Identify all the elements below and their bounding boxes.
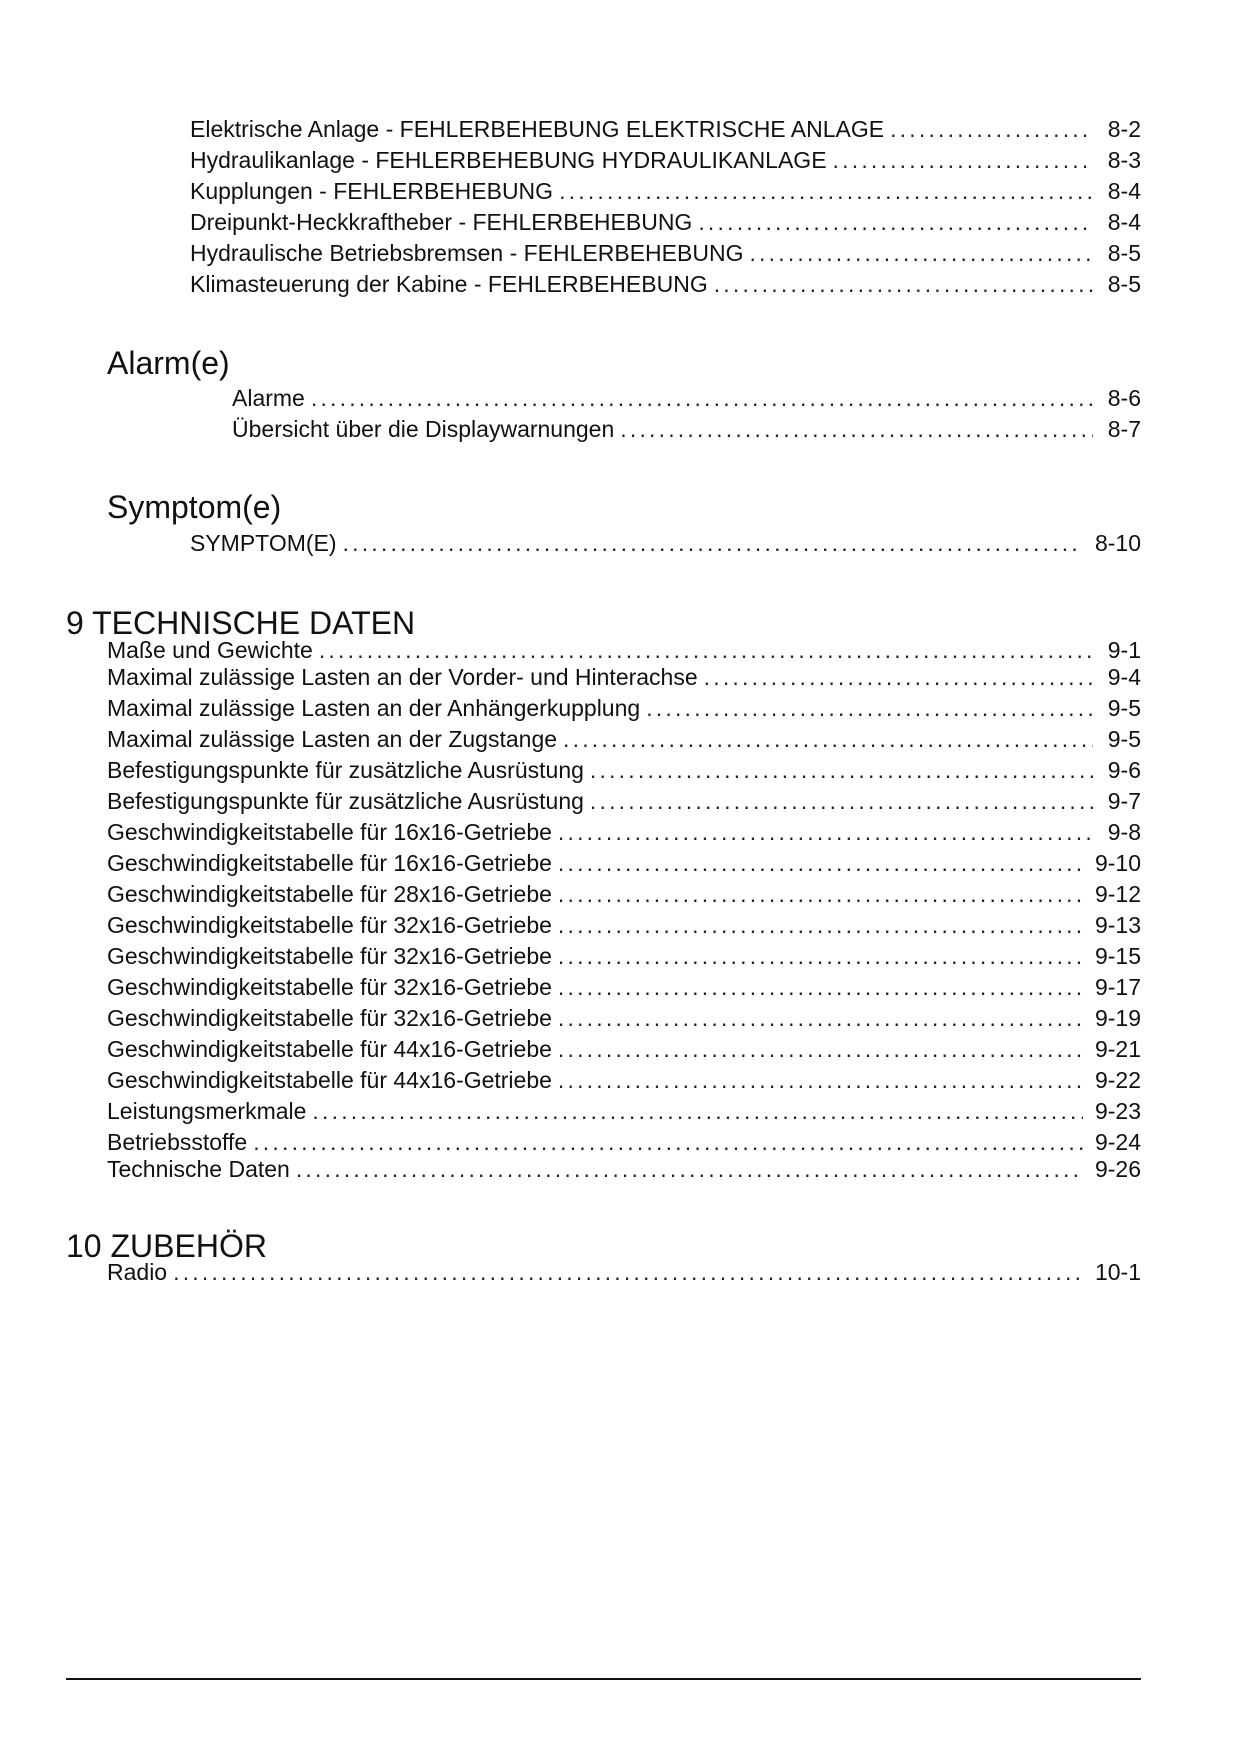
toc-entry-title: Elektrische Anlage - FEHLERBEHEBUNG ELEKTRISCHE ANLAGE (190, 116, 885, 142)
toc-leader-dots (890, 115, 1093, 143)
toc-leader-dots (311, 384, 1093, 412)
toc-entry-page: 9-26 (1094, 1156, 1141, 1182)
toc-entry-title: Leistungsmerkmale (107, 1098, 307, 1124)
toc-leader-dots (558, 911, 1083, 939)
toc-entry[interactable] (107, 1004, 1141, 1032)
toc-entry-title: Geschwindigkeitstabelle für 32x16-Getriebe (107, 1005, 552, 1031)
toc-entry[interactable] (107, 725, 1141, 753)
toc-entry-title: Klimasteuerung der Kabine - FEHLERBEHEBUNG (190, 271, 708, 297)
toc-entry[interactable] (107, 880, 1141, 908)
toc-entry-title: Geschwindigkeitstabelle für 32x16-Getriebe (107, 974, 552, 1000)
toc-leader-dots (343, 529, 1083, 557)
toc-entry-title: Maximal zulässige Lasten an der Anhängerkupplung (107, 695, 641, 721)
toc-entry-page: 8-5 (1107, 271, 1141, 297)
toc-entry[interactable] (107, 849, 1141, 877)
toc-entry-title: Dreipunkt-Heckkraftheber - FEHLERBEHEBUNG (190, 209, 693, 235)
chapter-heading-10: 10 ZUBEHÖR (66, 1228, 267, 1264)
toc-entry-page: 9-1 (1107, 637, 1141, 663)
toc-leader-dots (558, 818, 1093, 846)
toc-entry-page: 9-4 (1107, 664, 1141, 690)
toc-entry[interactable] (107, 973, 1141, 1001)
toc-entry[interactable] (107, 1128, 1141, 1156)
toc-leader-dots (558, 1004, 1083, 1032)
toc-entry-page: 9-13 (1094, 912, 1141, 938)
toc-entry-title: Geschwindigkeitstabelle für 44x16-Getriebe (107, 1036, 552, 1062)
toc-leader-dots (714, 270, 1093, 298)
toc-leader-dots (563, 725, 1093, 753)
toc-entry-page: 9-12 (1094, 881, 1141, 907)
toc-leader-dots (698, 208, 1093, 236)
toc-entry-page: 8-5 (1107, 240, 1141, 266)
toc-leader-dots (558, 1066, 1083, 1094)
toc-entry[interactable] (107, 1097, 1141, 1125)
toc-entry-page: 8-2 (1107, 116, 1141, 142)
toc-entry-title: Befestigungspunkte für zusätzliche Ausrüstung (107, 757, 584, 783)
toc-entry-page: 9-7 (1107, 788, 1141, 814)
toc-entry[interactable] (190, 529, 1141, 557)
toc-leader-dots (590, 787, 1093, 815)
toc-entry-page: 8-4 (1107, 209, 1141, 235)
toc-entry-page: 10-1 (1094, 1259, 1141, 1285)
toc-entry-title: Maximal zulässige Lasten an der Vorder- und Hinterachse (107, 664, 698, 690)
toc-entry-page: 8-7 (1107, 416, 1141, 442)
toc-entry-title: Geschwindigkeitstabelle für 44x16-Getriebe (107, 1067, 552, 1093)
toc-entry[interactable] (107, 1155, 1141, 1183)
toc-entry[interactable] (107, 1066, 1141, 1094)
toc-entry-page: 9-24 (1094, 1129, 1141, 1155)
toc-entry-page: 8-10 (1094, 530, 1141, 556)
toc-entry-page: 8-6 (1107, 385, 1141, 411)
toc-leader-dots (558, 942, 1083, 970)
toc-leader-dots (558, 849, 1083, 877)
toc-entry-title: Maße und Gewichte (107, 637, 313, 663)
toc-leader-dots (312, 1097, 1083, 1125)
toc-entry[interactable] (107, 694, 1141, 722)
toc-entry-page: 9-10 (1094, 850, 1141, 876)
toc-entry-page: 8-3 (1107, 147, 1141, 173)
toc-entry-title: Geschwindigkeitstabelle für 32x16-Getriebe (107, 912, 552, 938)
toc-entry-title: Maximal zulässige Lasten an der Zugstange (107, 726, 558, 752)
toc-entry-title: SYMPTOM(E) (190, 530, 337, 556)
toc-entry[interactable] (190, 146, 1141, 174)
toc-leader-dots (558, 1035, 1083, 1063)
toc-leader-dots (646, 694, 1093, 722)
toc-entry-title: Geschwindigkeitstabelle für 32x16-Getriebe (107, 943, 552, 969)
toc-entry[interactable] (107, 1258, 1141, 1286)
toc-entry-page: 9-17 (1094, 974, 1141, 1000)
toc-entry[interactable] (107, 756, 1141, 784)
toc-entry[interactable] (190, 270, 1141, 298)
toc-entry-title: Hydraulische Betriebsbremsen - FEHLERBEHEBUNG (190, 240, 744, 266)
toc-entry-page: 9-22 (1094, 1067, 1141, 1093)
toc-entry-page: 9-6 (1107, 757, 1141, 783)
toc-leader-dots (559, 177, 1093, 205)
toc-entry-title: Radio (107, 1259, 168, 1285)
toc-entry[interactable] (107, 942, 1141, 970)
toc-leader-dots (749, 239, 1093, 267)
chapter-heading-9: 9 TECHNISCHE DATEN (66, 605, 416, 641)
toc-entry[interactable] (190, 177, 1141, 205)
toc-entry[interactable] (190, 208, 1141, 236)
toc-leader-dots (558, 880, 1083, 908)
toc-entry[interactable] (107, 1035, 1141, 1063)
toc-entry-title: Kupplungen - FEHLERBEHEBUNG (190, 178, 554, 204)
toc-leader-dots (833, 146, 1093, 174)
toc-entry-title: Befestigungspunkte für zusätzliche Ausrüstung (107, 788, 584, 814)
toc-entry-title: Hydraulikanlage - FEHLERBEHEBUNG HYDRAULIKANLAGE (190, 147, 827, 173)
toc-entry[interactable] (190, 239, 1141, 267)
toc-entry-title: Technische Daten (107, 1156, 290, 1182)
section-heading-alarm: Alarm(e) (107, 345, 230, 381)
toc-entry-title: Geschwindigkeitstabelle für 16x16-Getriebe (107, 850, 552, 876)
toc-entry-title: Übersicht über die Displaywarnungen (232, 416, 615, 442)
toc-entry[interactable] (107, 911, 1141, 939)
toc-leader-dots (620, 415, 1093, 443)
toc-leader-dots (173, 1258, 1083, 1286)
toc-entry-title: Geschwindigkeitstabelle für 16x16-Getriebe (107, 819, 552, 845)
toc-entry[interactable] (107, 787, 1141, 815)
toc-entry-page: 9-5 (1107, 695, 1141, 721)
toc-leader-dots (558, 973, 1083, 1001)
toc-entry-page: 8-4 (1107, 178, 1141, 204)
toc-entry-page: 9-8 (1107, 819, 1141, 845)
toc-entry[interactable] (107, 636, 1141, 664)
toc-entry-title: Alarme (232, 385, 305, 411)
toc-leader-dots (704, 663, 1093, 691)
toc-leader-dots (296, 1155, 1083, 1183)
toc-entry[interactable] (190, 115, 1141, 143)
toc-leader-dots (590, 756, 1093, 784)
toc-entry-title: Geschwindigkeitstabelle für 28x16-Getriebe (107, 881, 552, 907)
toc-entry[interactable] (232, 384, 1141, 412)
toc-leader-dots (319, 636, 1093, 664)
toc-entry-page: 9-19 (1094, 1005, 1141, 1031)
toc-leader-dots (253, 1128, 1083, 1156)
toc-entry[interactable] (107, 663, 1141, 691)
footer-rule (66, 1678, 1141, 1680)
toc-entry-page: 9-21 (1094, 1036, 1141, 1062)
section-heading-symptom: Symptom(e) (107, 489, 282, 525)
toc-entry-page: 9-15 (1094, 943, 1141, 969)
toc-entry-title: Betriebsstoffe (107, 1129, 248, 1155)
toc-entry[interactable] (107, 818, 1141, 846)
toc-entry[interactable] (232, 415, 1141, 443)
toc-entry-page: 9-23 (1094, 1098, 1141, 1124)
toc-entry-page: 9-5 (1107, 726, 1141, 752)
